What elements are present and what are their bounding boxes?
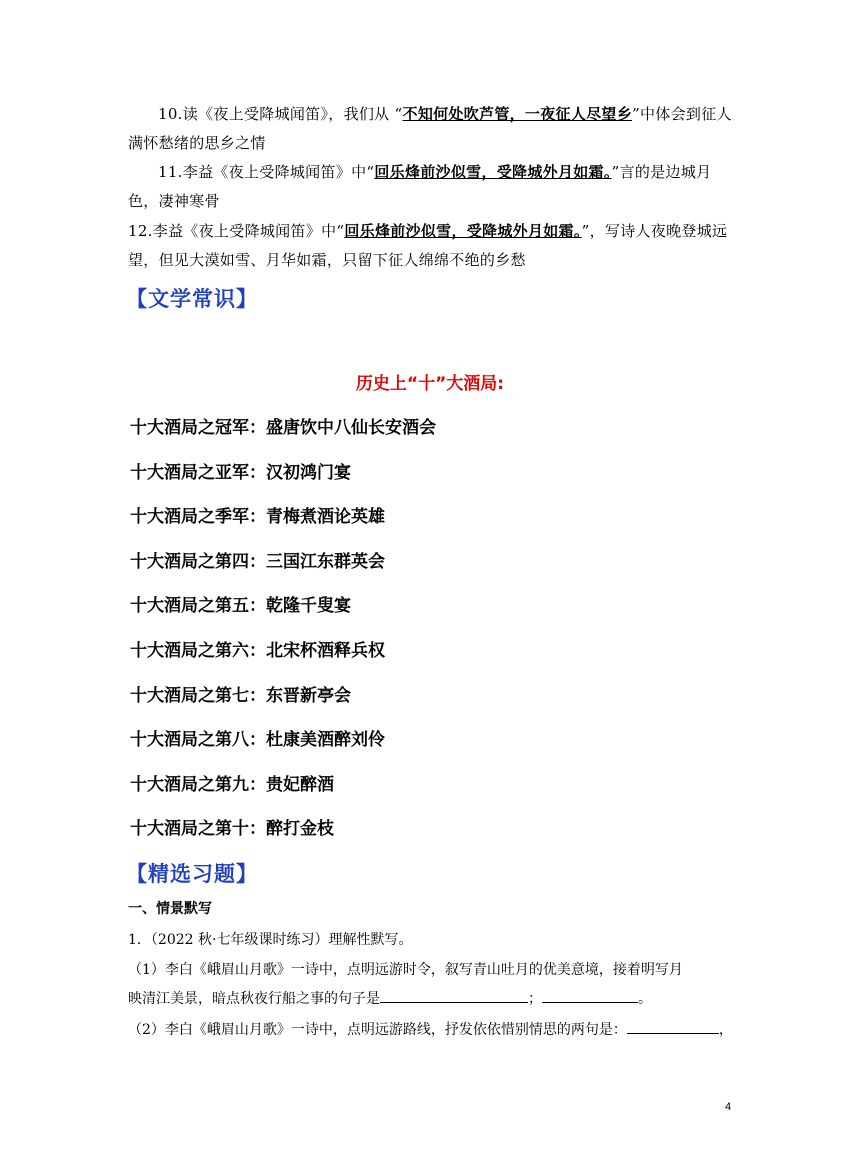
poem-note-10 [128, 100, 732, 158]
line-end: 。 [638, 991, 652, 1007]
literary-knowledge-heading: 【文学常识】 [126, 287, 258, 311]
feast-item: 十大酒局之第六：北宋杯酒释兵权 [130, 640, 385, 661]
feast-item: 十大酒局之第七：东晋新亭会 [130, 685, 351, 706]
separator: ； [528, 991, 542, 1007]
feast-item: 十大酒局之第八：杜康美酒醉刘伶 [130, 730, 385, 751]
note-quote: 回乐烽前沙似雪，受降城外月如霜。 [344, 222, 582, 240]
feast-item: 十大酒局之亚军：汉初鸿门宴 [130, 462, 351, 483]
feast-item: 十大酒局之第五：乾隆千叟宴 [130, 596, 351, 617]
note-text-after: ”，写诗人夜晚登城远望，但见大漠如雪、月华如霜，只留下征人绵绵不绝的乡愁 [128, 222, 728, 269]
scene-dictation-heading: 一、情景默写 [128, 901, 212, 917]
question-text: （2022 秋·七年级课时练习）理解性默写。 [150, 932, 413, 948]
feast-item: 十大酒局之第四：三国江东群英会 [130, 551, 385, 572]
question-1-stem [128, 926, 732, 954]
feast-item: 十大酒局之季军：青梅煮酒论英雄 [130, 507, 385, 528]
note-text-before: 李益《夜上受降城闻笛》中“ [182, 163, 375, 181]
question-number: 1． [128, 932, 151, 948]
feast-list [130, 414, 436, 860]
question-text: （2）李白《峨眉山月歌》一诗中，点明远游路线，抒发依依惜别情思的两句是： [128, 1022, 627, 1038]
poem-note-12 [128, 217, 732, 275]
answer-blank-2[interactable] [542, 986, 638, 1003]
feast-item: 十大酒局之第九：贵妃醉酒 [130, 774, 334, 795]
answer-blank-1[interactable] [380, 986, 528, 1003]
feast-list-title: 历史上“十”大酒局: [355, 374, 505, 394]
note-text-before: 李益《夜上受降城闻笛》中“ [152, 222, 345, 240]
note-text-after: ”中体会到征人满怀愁绪的思乡之情 [128, 105, 732, 152]
question-text: 映清江美景，暗点秋夜行船之事的句子是 [128, 991, 380, 1007]
note-number: 11. [158, 163, 183, 181]
note-text-before: 读《夜上受降城闻笛》，我们从 “ [182, 105, 403, 123]
question-1-part2 [128, 1016, 732, 1044]
note-number: 12. [128, 222, 153, 240]
question-1-part1-line2 [128, 985, 732, 1013]
note-quote: 回乐烽前沙似雪，受降城外月如霜。 [374, 163, 612, 181]
note-text-after: ”言的是边城月色，凄神寒骨 [128, 163, 712, 210]
line-end: ， [718, 1022, 733, 1038]
feast-item: 十大酒局之冠军：盛唐饮中八仙长安酒会 [130, 418, 436, 438]
feast-item: 十大酒局之第十：醉打金枝 [130, 819, 334, 840]
poem-note-11 [128, 158, 732, 216]
note-quote: 不知何处吹芦管，一夜征人尽望乡 [402, 105, 633, 123]
question-1-part1-line1: （1）李白《峨眉山月歌》一诗中，点明远游时令，叙写青山吐月的优美意境，接着明写月 [128, 962, 683, 978]
note-number: 10. [158, 105, 183, 123]
selected-exercises-heading: 【精选习题】 [126, 862, 258, 886]
page-number: 4 [725, 1101, 732, 1113]
answer-blank-3[interactable] [627, 1017, 719, 1034]
